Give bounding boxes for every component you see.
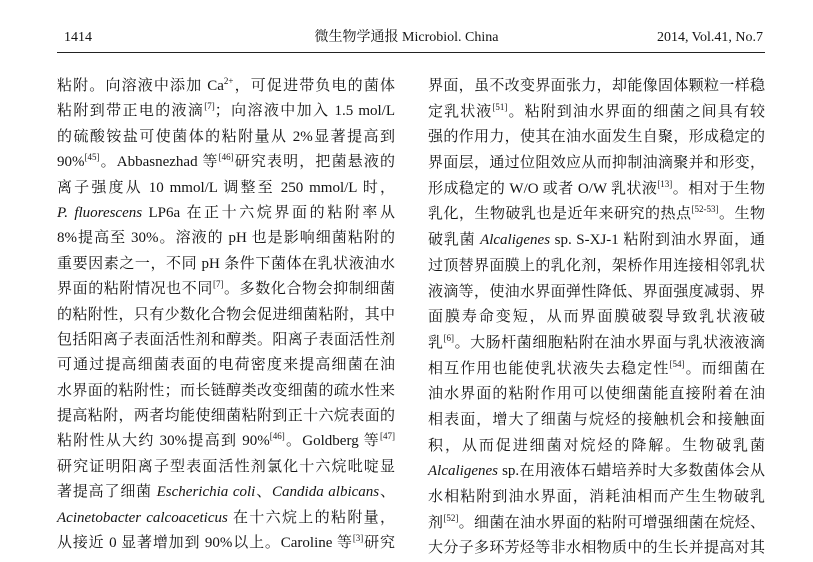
text-segment: 。生物 [718, 206, 765, 223]
text-line [428, 100, 765, 126]
citation: [3] [352, 533, 364, 544]
header-rule [57, 52, 765, 53]
right-column [428, 74, 765, 562]
citation: [52] [443, 512, 459, 523]
text-line [57, 531, 395, 556]
text-segment: 的硫酸铵盐可使菌体的粘附量从 2%显著提高到 [57, 128, 395, 145]
text-segment: 定乳状液 [428, 103, 493, 120]
text-segment: 离子强度从 10 mmol/L 调整至 250 mmol/L 时， [57, 179, 395, 196]
text-line [428, 305, 765, 331]
citation: [52-53] [691, 204, 719, 215]
text-segment: 。粘附到油水界面的细菌之间具有较 [507, 103, 765, 120]
journal-title: 微生物学通报 Microbiol. China [314, 30, 499, 45]
text-line [428, 280, 765, 306]
text-line [57, 277, 395, 302]
text-segment: 著提高了细菌 [57, 484, 157, 501]
text-line [57, 328, 395, 353]
text-segment: 破乳菌 [428, 232, 481, 249]
text-segment: 粘附到带正电的液滴 [57, 103, 205, 120]
text-line [57, 404, 395, 429]
text-line [57, 429, 395, 454]
text-line [428, 511, 765, 537]
citation: [45] [84, 152, 100, 163]
text-segment: 界面，虽不改变界面张力，却能像固体颗粒一样稳 [428, 78, 765, 94]
text-line [57, 506, 395, 531]
text-segment: 面膜寿命变短，从而界面膜破裂导致乳状液破 [428, 309, 765, 326]
text-line [57, 353, 395, 378]
text-line [57, 150, 395, 175]
text-segment: LP6a 在正十六烷界面的粘附率从 [142, 204, 395, 221]
text-segment: 界面层，通过位阻效应从而抑制油滴聚并和形变， [428, 155, 765, 172]
citation: [7] [212, 279, 224, 290]
text-segment: 大分子多环芳烃等非水相物质中的生长并提高对其 [428, 540, 765, 557]
text-line [428, 357, 765, 383]
text-line [428, 151, 765, 177]
text-segment: 提高粘附，两者均能使细菌粘附到正十六烷表面的 [57, 408, 395, 425]
citation: [47] [380, 431, 395, 442]
text-segment: 。相对于生物 [672, 180, 765, 197]
citation: [51] [492, 101, 508, 112]
text-segment: 水界面的粘附性；而长链醇类改变细菌的疏水性来 [57, 382, 395, 399]
text-segment: 强的作用力，使其在油水面发生自聚，形成稳定的 [428, 129, 765, 146]
text-segment: 油水界面的粘附作用可以使细菌能直接附着在油 [428, 386, 765, 403]
page-number: 1414 [64, 30, 92, 45]
text-segment: 从接近 0 显著增加到 90%以上。Caroline 等 [57, 535, 353, 552]
text-segment: 形成稳定的 W/O 或者 O/W 乳状液 [428, 180, 658, 197]
text-segment: sp. S-XJ-1 粘附到油水界面，通 [550, 232, 765, 249]
species-name: Candida albicans [272, 484, 380, 501]
text-segment: 。多数化合物会抑制细菌 [223, 281, 395, 298]
citation: 2+ [223, 76, 234, 86]
text-segment: 水相粘附到油水界面，消耗油相而产生生物破乳 [428, 489, 765, 505]
text-segment: 过顶替界面膜上的乳化剂，架桥作用连接相邻乳状 [428, 257, 765, 274]
species-name: P. fluorescens [57, 204, 143, 221]
text-segment: 8%提高至 30%。溶液的 pH 也是影响细菌粘附的 [57, 230, 395, 247]
text-segment: 乳化，生物破乳也是近年来研究的热点 [428, 206, 692, 223]
text-segment: 。而细菌在 [684, 360, 765, 377]
text-line [57, 455, 395, 480]
text-segment: 。Abbasnezhad 等 [99, 154, 219, 171]
text-segment: 粘附。向溶液中添加 Ca [57, 78, 224, 94]
text-segment: 相互作用也能使乳状液失去稳定性 [428, 360, 670, 377]
text-line [428, 434, 765, 460]
citation: [13] [657, 178, 673, 189]
text-line [428, 485, 765, 511]
text-segment: 、 [255, 484, 273, 501]
text-segment: 乳 [428, 334, 444, 351]
text-line [428, 125, 765, 151]
text-segment: 界面的粘附情况也不同 [57, 281, 213, 298]
species-name: Alcaligenes [480, 232, 551, 249]
text-line [428, 382, 765, 408]
text-line [57, 480, 395, 505]
text-segment: 90% [57, 154, 85, 171]
species-name: Acinetobacter calcoaceticus [57, 509, 228, 526]
text-segment: 在十六烷上的粘附量， [227, 509, 395, 526]
text-line [428, 408, 765, 434]
species-name: Escherichia coli [156, 484, 256, 501]
text-line [428, 459, 765, 485]
text-line [428, 536, 765, 562]
text-segment: 积，从而促进细菌对烷烃的降解。生物破乳菌 [428, 437, 765, 454]
text-line [428, 74, 765, 100]
text-segment: 包括阳离子表面活性剂和醇类。阳离子表面活性剂 [57, 331, 395, 348]
citation: [54] [669, 358, 685, 369]
text-line [428, 254, 765, 280]
text-line [428, 177, 765, 203]
text-segment: 。大肠杆菌细胞粘附在油水界面与乳状液液滴 [454, 334, 765, 351]
text-line [57, 99, 395, 124]
text-line [57, 125, 395, 150]
text-line [57, 201, 395, 226]
species-name: Alcaligenes [428, 463, 498, 480]
text-line [428, 228, 765, 254]
text-segment: ；向溶液中加入 1.5 mol/L [214, 103, 395, 120]
citation: [46] [218, 152, 234, 163]
text-line [57, 176, 395, 201]
text-segment: 剂 [428, 514, 444, 531]
left-column [57, 74, 395, 556]
text-line [57, 74, 395, 99]
text-segment: sp.在用液体石蜡培养时大多数菌体会从 [497, 463, 765, 480]
text-segment: 。Goldberg 等 [284, 433, 380, 450]
text-segment: 。细菌在油水界面的粘附可增强细菌在烷烃、 [458, 514, 765, 531]
text-segment: 粘附性从大约 30%提高到 90% [57, 433, 270, 450]
citation: [7] [204, 101, 215, 112]
text-segment: 液滴等，使油水界面弹性降低、界面强度减弱、界 [428, 283, 765, 300]
text-line [428, 331, 765, 357]
text-segment: 相表面，增大了细菌与烷烃的接触机会和接触面 [428, 411, 765, 428]
text-segment: 研究表明，把菌悬液的 [233, 154, 395, 171]
text-segment: 重要因素之一，不同 pH 条件下菌体在乳状液油水 [57, 255, 395, 272]
citation: [46] [269, 431, 285, 442]
text-segment: 研究 [363, 535, 395, 552]
volume-info: 2014, Vol.41, No.7 [656, 30, 763, 45]
text-line [57, 303, 395, 328]
text-segment: 研究证明阳离子型表面活性剂氯化十六烷吡啶显 [57, 458, 395, 475]
citation: [6] [443, 332, 455, 343]
text-line [57, 226, 395, 251]
text-segment: 的粘附性，只有少数化合物会促进细菌粘附，其中 [57, 306, 395, 323]
text-segment: 可通过提高细菌表面的电荷密度来提高细菌在油 [57, 357, 395, 374]
text-line [57, 252, 395, 277]
text-segment: 、 [379, 484, 395, 501]
text-line [57, 379, 395, 404]
text-line [428, 202, 765, 228]
text-segment: ，可促进带负电的菌体 [233, 78, 395, 94]
